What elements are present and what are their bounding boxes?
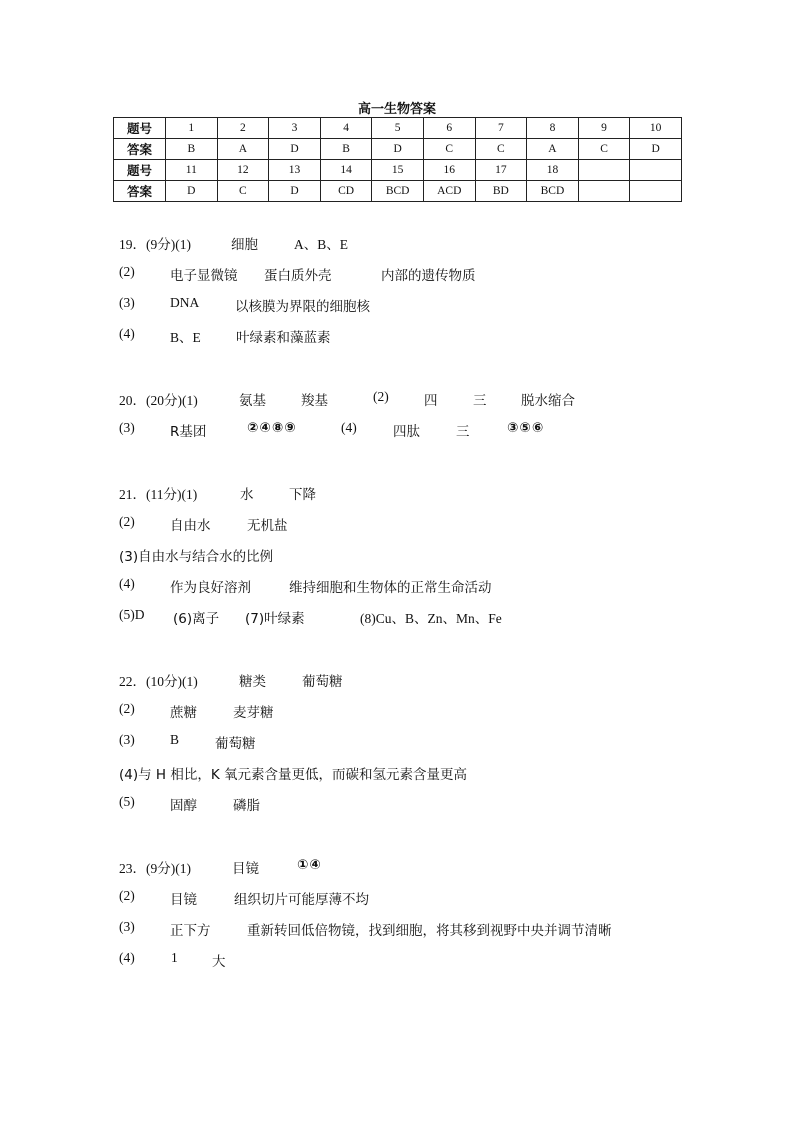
table-cell: B [166, 139, 218, 160]
sub-number: (2) [119, 264, 135, 279]
sub-number: (2) [119, 514, 135, 529]
answer-text: (5)D [119, 607, 145, 622]
table-cell: C [423, 139, 475, 160]
table-cell: C [217, 181, 269, 202]
table-row-header: 答案 [114, 139, 166, 160]
table-row-header: 题号 [114, 118, 166, 139]
answer-text: (7)叶绿素 [245, 611, 305, 627]
answer-text: (4)与 H 相比，K 氧元素含量更低，而碳和氢元素含量更高 [119, 767, 468, 783]
answer-text: ②④⑧⑨ [247, 420, 297, 436]
sub-number: (3) [119, 420, 135, 435]
answer-text: 四 [424, 393, 438, 409]
answer-text: 水 [240, 487, 254, 503]
table-cell: 17 [475, 160, 527, 181]
sub-number: (4) [341, 420, 357, 435]
answer-text: B [170, 732, 180, 747]
answer-table [113, 117, 682, 202]
table-cell: A [527, 139, 579, 160]
table-row [114, 118, 682, 139]
answer-text: 葡萄糖 [215, 736, 256, 752]
table-cell: BD [475, 181, 527, 202]
table-cell: D [269, 181, 321, 202]
answer-text: 葡萄糖 [302, 674, 343, 690]
table-cell: D [269, 139, 321, 160]
answer-text: (8)Cu、B、Zn、Mn、Fe [360, 611, 502, 626]
sub-number: (4) [119, 326, 135, 341]
answer-text: 羧基 [301, 393, 328, 409]
answer-text: 目镜 [170, 892, 197, 908]
answer-text: 三 [473, 393, 487, 409]
table-cell: 1 [166, 118, 218, 139]
answer-text: 氨基 [239, 393, 266, 409]
table-cell: 12 [217, 160, 269, 181]
answer-text: 蔗糖 [170, 705, 197, 721]
answer-text: ③⑤⑥ [507, 420, 545, 436]
page-title: 高一生物答案 [357, 102, 436, 117]
answer-text: 正下方 [170, 923, 211, 939]
q19-number: 19．(9分)(1) [119, 237, 191, 252]
answer-text: 四肽 [393, 424, 420, 440]
table-cell: D [372, 139, 424, 160]
table-cell: C [475, 139, 527, 160]
table-cell [578, 160, 630, 181]
answer-text: R基团 [170, 424, 207, 440]
answer-text: 大 [212, 954, 226, 970]
table-cell: 11 [166, 160, 218, 181]
answer-text: 维持细胞和生物体的正常生命活动 [289, 580, 492, 596]
table-cell [578, 181, 630, 202]
table-row-header: 答案 [114, 181, 166, 202]
q23-number: 23．(9分)(1) [119, 861, 191, 876]
table-cell [630, 160, 682, 181]
sub-number: (2) [119, 888, 135, 903]
table-row-header: 题号 [114, 160, 166, 181]
answer-text: 磷脂 [233, 798, 260, 814]
table-cell: 9 [578, 118, 630, 139]
answer-text: 作为良好溶剂 [170, 580, 251, 596]
answer-text: A、B、E [294, 237, 348, 252]
table-cell [630, 181, 682, 202]
answer-text: 1 [171, 950, 178, 965]
table-cell: D [166, 181, 218, 202]
table-cell: 14 [320, 160, 372, 181]
sub-number: (2) [119, 701, 135, 716]
answer-text: ①④ [297, 857, 322, 873]
table-cell: 6 [423, 118, 475, 139]
answer-text: 内部的遗传物质 [381, 268, 476, 284]
sub-number: (3) [119, 919, 135, 934]
answer-text: 脱水缩合 [521, 393, 575, 409]
sub-number: (2) [373, 389, 389, 404]
q20-number: 20．(20分)(1) [119, 393, 198, 408]
sub-number: (3) [119, 732, 135, 747]
table-cell: C [578, 139, 630, 160]
answer-text: B、E [170, 330, 201, 345]
table-cell: 13 [269, 160, 321, 181]
sub-number: (4) [119, 576, 135, 591]
table-row [114, 139, 682, 160]
table-cell: A [217, 139, 269, 160]
table-cell: 15 [372, 160, 424, 181]
answer-text: 组织切片可能厚薄不均 [234, 892, 369, 908]
sub-number: (3) [119, 295, 135, 310]
answer-text: 叶绿素和藻蓝素 [236, 330, 331, 346]
answer-text: 麦芽糖 [233, 705, 274, 721]
answer-text: 以核膜为界限的细胞核 [235, 299, 370, 315]
q22-number: 22．(10分)(1) [119, 674, 198, 689]
table-cell: BCD [372, 181, 424, 202]
answer-text: 无机盐 [247, 518, 288, 534]
table-cell: 16 [423, 160, 475, 181]
answer-text: 重新转回低倍物镜，找到细胞，将其移到视野中央并调节清晰 [247, 923, 612, 939]
answer-text: 目镜 [232, 861, 259, 877]
answer-text: 蛋白质外壳 [264, 268, 332, 284]
answer-text: DNA [170, 295, 200, 310]
table-cell: 4 [320, 118, 372, 139]
answer-text: (6)离子 [173, 611, 220, 627]
sub-number: (4) [119, 950, 135, 965]
answer-text: 固醇 [170, 798, 197, 814]
table-cell: 8 [527, 118, 579, 139]
answer-text: 糖类 [239, 674, 266, 690]
q21-number: 21．(11分)(1) [119, 487, 198, 502]
answer-text: 自由水 [170, 518, 211, 534]
table-cell: BCD [527, 181, 579, 202]
answer-text: 电子显微镜 [170, 268, 238, 284]
answer-text: 细胞 [231, 237, 258, 253]
table-cell: 7 [475, 118, 527, 139]
table-cell: 18 [527, 160, 579, 181]
table-cell: 3 [269, 118, 321, 139]
table-row [114, 181, 682, 202]
answer-text: 下降 [289, 487, 316, 503]
table-cell: 5 [372, 118, 424, 139]
table-cell: CD [320, 181, 372, 202]
table-cell: 10 [630, 118, 682, 139]
table-cell: 2 [217, 118, 269, 139]
answer-text: 三 [456, 424, 470, 440]
sub-number: (5) [119, 794, 135, 809]
table-cell: B [320, 139, 372, 160]
table-cell: D [630, 139, 682, 160]
table-row [114, 160, 682, 181]
table-cell: ACD [423, 181, 475, 202]
answer-text: (3)自由水与结合水的比例 [119, 549, 274, 565]
